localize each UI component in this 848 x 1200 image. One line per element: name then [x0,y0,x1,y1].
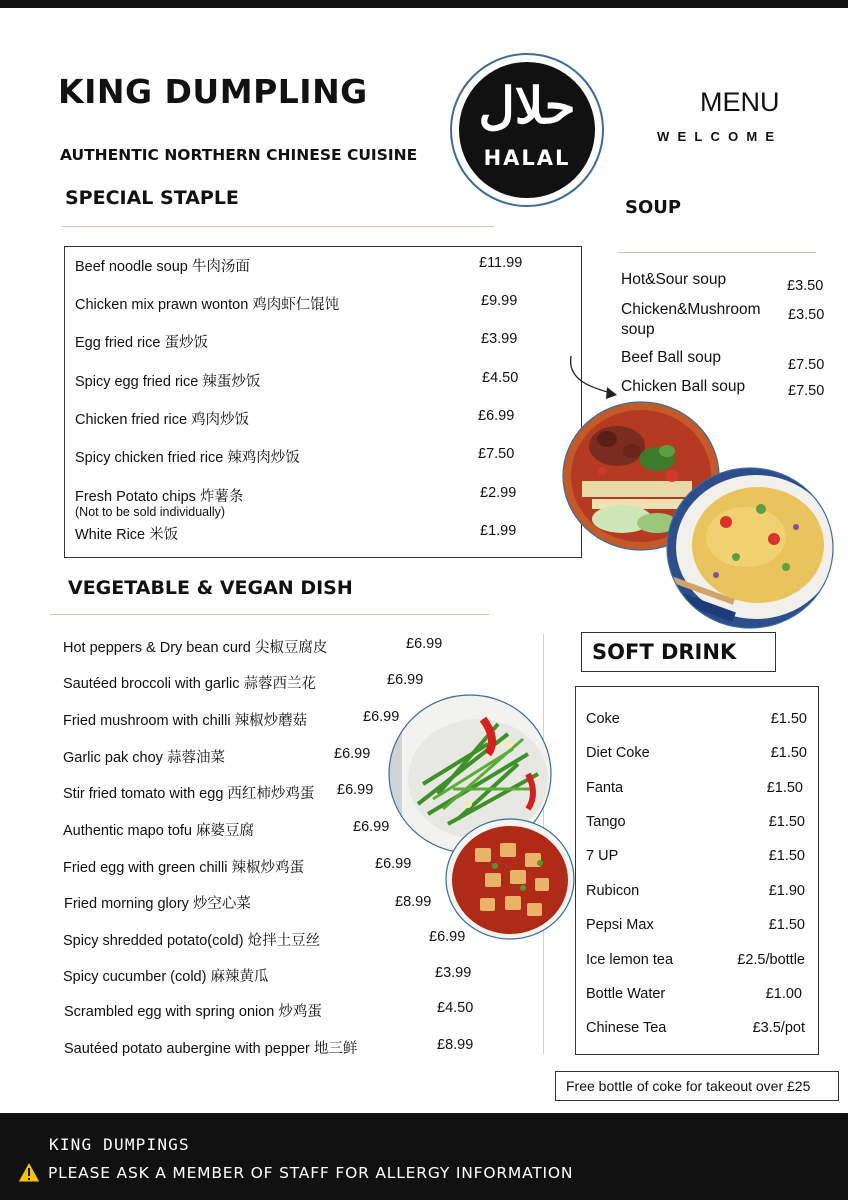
vegetable-item-price: £6.99 [353,819,390,835]
warning-icon [17,1161,41,1183]
promo-text: Free bottle of coke for takeout over £25 [566,1078,811,1094]
vegetable-item-name: Sautéed broccoli with garlic 蒜蓉西兰花 [63,676,317,692]
vegetable-divider [50,614,489,615]
vegetable-item-price: £6.99 [406,636,443,652]
staple-item-price: £3.99 [481,331,518,347]
vegetable-item-price: £4.50 [437,1000,474,1016]
drink-item-price: £3.5/pot [752,1020,805,1036]
vegetable-item-name: Fried morning glory 炒空心菜 [64,896,251,912]
drink-item-price: £1.50 [766,780,803,796]
vegetable-item-name: Spicy cucumber (cold) 麻辣黄瓜 [63,969,269,985]
vegetable-item-price: £8.99 [437,1037,474,1053]
soup-item-name: Hot&Sour soup [621,271,727,288]
footer-bar [0,1113,848,1200]
vegetable-item-price: £6.99 [334,746,371,762]
special-staple-title: SPECIAL STAPLE [65,187,239,209]
vegetable-item-name: Garlic pak choy 蒜蓉油菜 [63,750,225,766]
staple-item-name: Chicken mix prawn wonton 鸡肉虾仁馄饨 [75,297,340,313]
drink-item-name: Bottle Water [586,986,666,1002]
menu-title: MENU [700,87,780,117]
staple-item-price: £7.50 [478,446,515,462]
staple-item-note: (Not to be sold individually) [75,505,226,519]
soft-drink-title: SOFT DRINK [592,640,737,664]
vegetable-item-name: Spicy shredded potato(cold) 炝拌土豆丝 [63,933,321,949]
staple-item-name: Egg fried rice 蛋炒饭 [75,335,208,351]
staple-item-price: £11.99 [479,255,523,271]
drink-item-price: £1.00 [765,986,802,1002]
special-staple-divider [62,226,494,227]
welcome-text: WELCOME [657,129,783,144]
egg-fried-rice-image [666,467,834,630]
drink-item-price: £1.50 [768,917,805,933]
drink-item-price: £1.50 [770,711,807,727]
staple-item-name: Fresh Potato chips 炸薯条 [75,489,244,505]
staple-item-price: £1.99 [480,523,517,539]
drink-item-price: £2.5/bottle [737,952,805,968]
halal-logo [459,62,595,198]
drink-item-name: Tango [586,814,626,830]
drink-item-name: Diet Coke [586,745,650,761]
staple-item-price: £4.50 [482,370,519,386]
halal-arabic-text: حلال [478,76,576,135]
soup-title: SOUP [625,197,682,218]
vegetable-item-name: Scrambled egg with spring onion 炒鸡蛋 [64,1004,322,1020]
staple-item-name: Spicy egg fried rice 辣蛋炒饭 [75,374,261,390]
vegetable-dish-title: VEGETABLE & VEGAN DISH [68,577,353,599]
drink-item-name: Pepsi Max [586,917,654,933]
vegetable-item-name: Authentic mapo tofu 麻婆豆腐 [63,823,254,839]
vegetable-item-name: Fried egg with green chilli 辣椒炒鸡蛋 [63,860,304,876]
staple-item-price: £2.99 [480,485,517,501]
drink-item-price: £1.50 [768,814,805,830]
staple-item-name: White Rice 米饭 [75,527,179,543]
staple-item-name: Chicken fried rice 鸡肉炒饭 [75,412,250,428]
drink-item-name: Fanta [586,780,624,796]
restaurant-name: KING DUMPLING [58,72,368,111]
staple-item-price: £6.99 [478,408,515,424]
footer-restaurant-name: KING DUMPINGS [49,1135,190,1154]
vegetable-item-price: £3.99 [435,965,472,981]
staple-item-name: Beef noodle soup 牛肉汤面 [75,259,250,275]
soup-item-price: £7.50 [788,357,825,373]
drink-item-name: Rubicon [586,883,640,899]
soup-item-name: Chicken Ball soup [621,378,746,395]
drink-item-name: Chinese Tea [586,1020,667,1036]
vegetable-item-name: Hot peppers & Dry bean curd 尖椒豆腐皮 [63,640,328,656]
soup-divider [618,252,816,253]
vegetable-item-name: Stir fried tomato with egg 西红柿炒鸡蛋 [63,786,315,802]
drink-item-name: 7 UP [586,848,619,864]
drink-item-price: £1.50 [770,745,807,761]
halal-label: HALAL [483,146,571,170]
soup-item-price: £3.50 [788,307,825,323]
restaurant-subtitle: AUTHENTIC NORTHERN CHINESE CUISINE [60,146,418,164]
soup-item-price: £7.50 [788,383,825,399]
vegetable-item-price: £6.99 [429,929,466,945]
vegetable-item-name: Sautéed potato aubergine with pepper 地三鲜 [64,1041,358,1057]
top-bar [0,0,848,8]
soup-item-price: £3.50 [787,278,824,294]
vegetable-item-name: Fried mushroom with chilli 辣椒炒蘑菇 [63,713,308,729]
vegetable-item-price: £6.99 [375,856,412,872]
drink-item-name: Ice lemon tea [586,952,674,968]
allergy-notice: PLEASE ASK A MEMBER OF STAFF FOR ALLERGY INFORMATION [48,1164,574,1182]
staple-item-price: £9.99 [481,293,518,309]
drink-item-name: Coke [586,711,620,727]
soup-item-name: Chicken&Mushroom soup [621,301,761,338]
vegetable-item-price: £6.99 [337,782,374,798]
vegetable-item-price: £6.99 [363,709,400,725]
staple-item-name: Spicy chicken fried rice 辣鸡肉炒饭 [75,450,300,466]
drink-item-price: £1.90 [768,883,805,899]
vegetable-item-price: £8.99 [395,894,432,910]
vegetable-item-price: £6.99 [387,672,424,688]
soup-item-name: Beef Ball soup [621,349,721,366]
drink-item-price: £1.50 [768,848,805,864]
mapo-tofu-image [445,818,575,940]
